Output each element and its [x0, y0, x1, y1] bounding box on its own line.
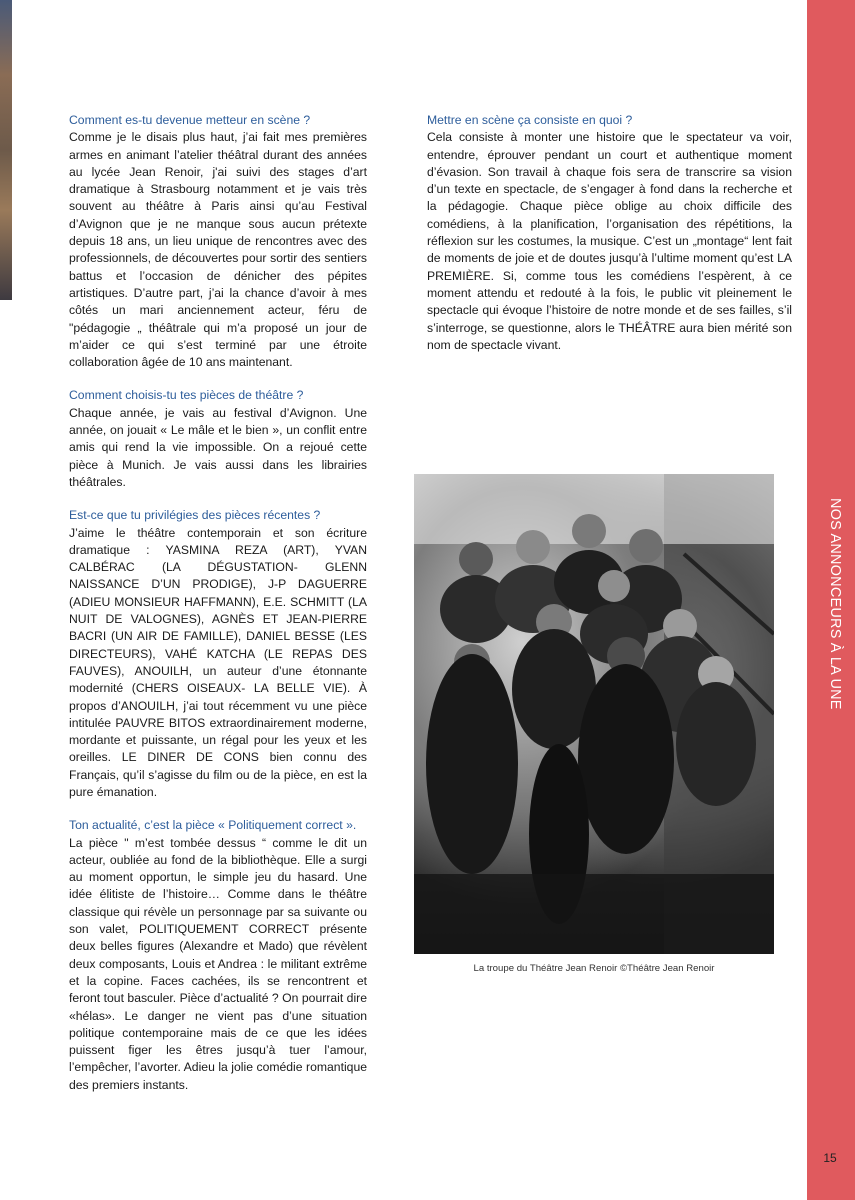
corner-photo-fragment — [0, 0, 12, 300]
interview-answer: Comme je le disais plus haut, j’ai fait mes premières armes en animant l’atelier théâtral durant des années au lycée Jean Renoir, j'ai suivi des stages d’art dramatique à Strasbourg notamment et je vais très souvent au théâtre à Paris ainsi qu’au Festival d’Avignon que je ne manque sous aucun prétexte depuis 18 ans, un lieu unique de rencontres avec des professionnels, de découvertes pour sortir des sentiers battus et l’occasion de dénicher des pépites artistiques. D’autre part, j’ai la chance d’avoir à mes côtés un mari anciennement acteur, féru de "pédagogie „ théâtrale qui m’a proposé un jour de m’aider ce qui s’est terminé par une étroite collaboration âgée de 10 ans maintenant. — [69, 130, 367, 370]
interview-answer: Cela consiste à monter une histoire que le spectateur va voir, entendre, éprouver pendant un court et authentique moment d’évasion. Son travail à chaque fois sera de transcrire sa vision d’un texte en spectacle, de s’engager à fond dans la recherche et la pédagogie. Chaque pièce oblige au choix difficile des comédiens, à la planification, l’organisation des répétitions, la réflexion sur les costumes, la musique. C’est un „montage“ lent fait de moments de joie et de doutes jusqu’à l’ultime moment qu’est LA PREMIÈRE. Si, comme tous les comédiens l’espèrent, à ce moment attendu et redouté à la fois, le public vit pleinement le spectacle qui évoque l’histoire de notre monde et de ses failles, s’il s’interroge, se questionne, alors le THÉÂTRE aura bien mérité son nom de spectacle vivant. — [427, 130, 792, 352]
interview-answer: Chaque année, je vais au festival d’Avignon. Une année, on jouait « Le mâle et le bien », un conflit entre amis qui rend la vie impossible. On a rejoué cette pièce à Munich. Je vais aussi dans les librairies théâtrales. — [69, 405, 367, 489]
interview-question: Mettre en scène ça consiste en quoi ? — [427, 113, 633, 127]
interview-question: Comment es-tu devenue metteur en scène ? — [69, 113, 311, 127]
photo-caption: La troupe du Théâtre Jean Renoir ©Théâtre Jean Renoir — [473, 963, 715, 974]
interview-question: Est-ce que tu privilégies des pièces récentes ? — [69, 508, 321, 523]
page-number: 15 — [823, 1151, 837, 1165]
interview-section — [69, 387, 367, 491]
troupe-photo-figures — [414, 474, 774, 954]
interview-section — [69, 507, 367, 801]
interview-section — [427, 112, 792, 354]
interview-section — [69, 112, 367, 371]
interview-answer: La pièce " m’est tombée dessus “ comme le dit un acteur, oubliée au fond de la bibliothèque. Elle a surgi au moment opportun, le simple jeu du hasard. Une idée élitiste de l’histoire… Comme dans le théâtre classique qui révèle un personnage par sa suivante ou son valet, POLITIQUEMENT CORRECT présente deux belles figures (Alexandre et Mado) que révèlent deux composants, Louis et Andrea : le militant extrême et la copine. Faces cachées, ils se rencontrent et feront tout basculer. Pièce d’actualité ? On pourrait dire «hélas». Le danger ne vient pas d’une situation politique contemporaine mais de ce que les idées puissent figer les êtres jusqu’à tuer l’amour, l’empêcher, l’avorter. Adieu la jolie comédie romantique des premiers instants. — [69, 835, 367, 1092]
interview-question: Ton actualité, c’est la pièce « Politiquement correct ». — [69, 818, 357, 833]
interview-answer: J’aime le théâtre contemporain et son écriture dramatique : YASMINA REZA (ART), YVAN CALBÉRAC (LA DÉGUSTATION- GLENN NAISSANCE D’UN PRODIGE), J-P DAGUERRE (ADIEU MONSIEUR HAFFMANN), E.E. SCHMITT (LA NUIT DE VALOGNES), AGNÈS ET JEAN-PIERRE BACRI (UN AIR DE FAMILLE), DANIEL BESSE (LES DIRECTEURS), VAHÉ KATCHA (LE REPAS DES FAUVES), ANOUILH, un auteur d’une étonnante modernité (CHERS OISEAUX- LA BELLE VIE). À propos d’ANOUILH, j’ai tout récemment vu une pièce intitulée PAUVRE BITOS extraordinairement moderne, mordante et puissante, un régal pour les yeux et les oreilles. LE DINER DE CONS bien connu des Français, qu’il s’agisse du film ou de la pièce, en est la pure émanation. — [69, 525, 367, 799]
sidebar-label: NOS ANNONCEURS À LA UNE — [827, 498, 843, 710]
interview-question: Comment choisis-tu tes pièces de théâtre ? — [69, 388, 304, 403]
interview-section — [69, 817, 367, 1094]
troupe-photo — [414, 474, 774, 954]
right-column — [427, 112, 792, 370]
left-column — [69, 112, 367, 1110]
sidebar-label-container — [807, 498, 855, 708]
